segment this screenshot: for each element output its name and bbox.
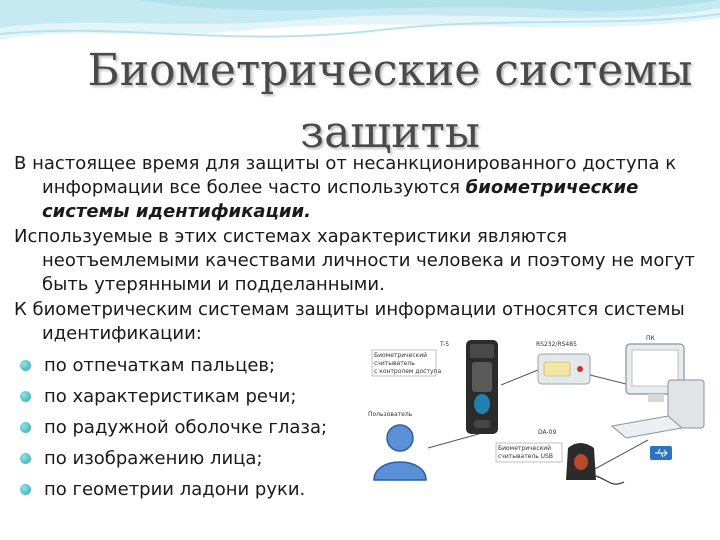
- t5-caption-1: Биометрический: [374, 352, 428, 359]
- paragraph-1-text: В настоящее время для защиты от несанкционированного доступа к информации все более часто используются: [14, 153, 677, 198]
- paragraph-1: [14, 152, 704, 224]
- paragraph-2: Используемые в этих системах характеристики являются неотъемлемыми качествами личности человека и поэтому не могут быть утерянными и подделанными.: [14, 226, 695, 295]
- t5-label: T-5: [440, 341, 450, 348]
- bullet-icon: [20, 422, 31, 433]
- usb-icon: [650, 446, 672, 460]
- slide-title: [60, 40, 720, 164]
- fingerprint-terminal-icon: [466, 340, 498, 434]
- t5-caption-3: с контролем доступа: [374, 368, 442, 375]
- da09-caption-1: Биометрический: [498, 445, 552, 452]
- biometric-system-diagram: [368, 330, 708, 495]
- title-line-2: защиты: [300, 107, 480, 158]
- da09-caption-2: считыватель USB: [498, 453, 553, 460]
- paragraph-3: К биометрическим системам защиты информации относятся системы идентификации:: [14, 299, 685, 344]
- pc-label: ПК: [646, 335, 655, 342]
- rs-converter-icon: [538, 354, 590, 384]
- bullet-icon: [20, 484, 31, 495]
- title-line-1: Биометрические системы: [87, 45, 693, 96]
- da09-label: DA-09: [538, 429, 557, 436]
- computer-icon: [612, 344, 704, 438]
- user-label: Пользователь: [368, 411, 413, 418]
- paragraph-1-emphasis: биометрические системы идентификации.: [42, 177, 639, 222]
- rs-converter-label: RS232/RS485: [536, 341, 577, 348]
- bullet-icon: [20, 360, 31, 371]
- list-item-text: по изображению лица;: [44, 448, 263, 469]
- user-icon: [374, 425, 426, 480]
- list-item-text: по характеристикам речи;: [44, 386, 297, 407]
- bullet-icon: [20, 453, 31, 464]
- list-item-text: по геометрии ладони руки.: [44, 479, 306, 500]
- t5-caption-2: считыватель: [374, 360, 415, 367]
- list-item-text: по радужной оболочке глаза;: [44, 417, 328, 438]
- usb-fingerprint-reader-icon: [566, 443, 624, 484]
- bullet-icon: [20, 391, 31, 402]
- list-item-text: по отпечаткам пальцев;: [44, 355, 276, 376]
